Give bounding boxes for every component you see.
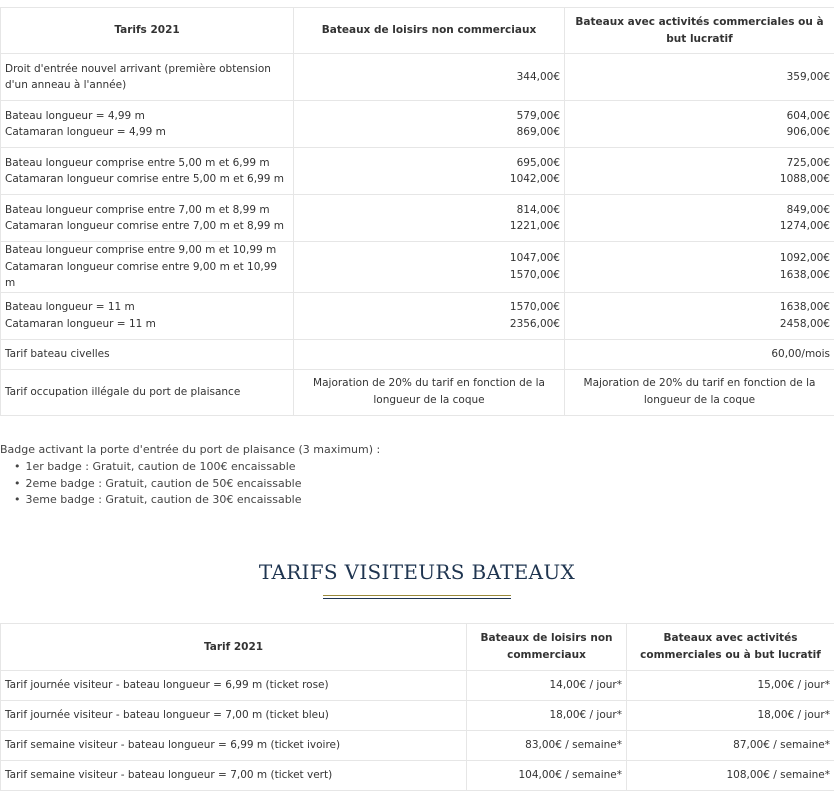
table-row	[1, 54, 834, 101]
row-label: Bateau longueur comprise entre 7,00 m et 8,99 m Catamaran longueur comrise entre 7,00 m et 8,99 m	[1, 195, 294, 242]
price-commercial: 849,00€ 1274,00€	[565, 195, 834, 242]
header-tarif: Tarif 2021	[1, 624, 467, 671]
price-loisirs: 104,00€ / semaine*	[467, 761, 627, 791]
row-label: Tarif journée visiteur - bateau longueur = 6,99 m (ticket rose)	[1, 671, 467, 701]
price-commercial: 725,00€ 1088,00€	[565, 148, 834, 195]
price-loisirs: 83,00€ / semaine*	[467, 731, 627, 761]
table-row	[1, 701, 834, 731]
row-label: Tarif bateau civelles	[1, 339, 294, 369]
section-title: TARIFS VISITEURS BATEAUX	[258, 560, 576, 584]
row-label: Bateau longueur = 11 m Catamaran longueur = 11 m	[1, 292, 294, 339]
header-tarifs: Tarifs 2021	[1, 8, 294, 54]
table-row	[1, 101, 834, 148]
price-loisirs: 14,00€ / jour*	[467, 671, 627, 701]
price-loisirs	[294, 339, 565, 369]
row-label: Tarif semaine visiteur - bateau longueur = 6,99 m (ticket ivoire)	[1, 731, 467, 761]
price-commercial: 18,00€ / jour*	[627, 701, 834, 731]
badge-info	[0, 442, 380, 509]
price-loisirs: 695,00€ 1042,00€	[294, 148, 565, 195]
price-commercial: 87,00€ / semaine*	[627, 731, 834, 761]
row-label: Droit d'entrée nouvel arrivant (première obtension d'un anneau à l'année)	[1, 54, 294, 101]
list-item: • 1er badge : Gratuit, caution de 100€ encaissable	[14, 459, 380, 476]
price-commercial: 1092,00€ 1638,00€	[565, 242, 834, 293]
price-loisirs: 1047,00€ 1570,00€	[294, 242, 565, 293]
list-item: • 3eme badge : Gratuit, caution de 30€ encaissable	[14, 492, 380, 509]
header-commerciales: Bateaux avec activités commerciales ou à but lucratif	[627, 624, 834, 671]
badge-intro: Badge activant la porte d'entrée du port de plaisance (3 maximum) :	[0, 443, 381, 456]
list-item: • 2eme badge : Gratuit, caution de 50€ encaissable	[14, 476, 380, 493]
table-row	[1, 148, 834, 195]
price-commercial: 60,00/mois	[565, 339, 834, 369]
row-label: Bateau longueur comprise entre 9,00 m et 10,99 m Catamaran longueur comrise entre 9,00 m et 10,99 m	[1, 242, 294, 293]
price-commercial: 108,00€ / semaine*	[627, 761, 834, 791]
header-loisirs: Bateaux de loisirs non commerciaux	[294, 8, 565, 54]
table-header-row	[1, 8, 834, 54]
table-row	[1, 242, 834, 293]
row-label: Bateau longueur comprise entre 5,00 m et 6,99 m Catamaran longueur comrise entre 5,00 m et 6,99 m	[1, 148, 294, 195]
price-commercial: 359,00€	[565, 54, 834, 101]
price-loisirs: 579,00€ 869,00€	[294, 101, 565, 148]
price-commercial: 604,00€ 906,00€	[565, 101, 834, 148]
header-commerciales: Bateaux avec activités commerciales ou à but lucratif	[565, 8, 834, 54]
row-label: Tarif semaine visiteur - bateau longueur = 7,00 m (ticket vert)	[1, 761, 467, 791]
row-label: Tarif occupation illégale du port de plaisance	[1, 369, 294, 415]
row-label: Tarif journée visiteur - bateau longueur = 7,00 m (ticket bleu)	[1, 701, 467, 731]
price-commercial: Majoration de 20% du tarif en fonction de la longueur de la coque	[565, 369, 834, 415]
table-row	[1, 671, 834, 701]
table-row	[1, 292, 834, 339]
visiteurs-table	[0, 623, 834, 791]
table-header-row	[1, 624, 834, 671]
price-commercial: 15,00€ / jour*	[627, 671, 834, 701]
price-loisirs: 814,00€ 1221,00€	[294, 195, 565, 242]
price-loisirs: 344,00€	[294, 54, 565, 101]
table-row	[1, 195, 834, 242]
table-row	[1, 761, 834, 791]
tarifs-2021-table	[0, 7, 834, 416]
table-row	[1, 731, 834, 761]
badge-list	[0, 459, 380, 509]
price-loisirs: 1570,00€ 2356,00€	[294, 292, 565, 339]
title-underline	[323, 595, 511, 599]
header-loisirs: Bateaux de loisirs non commerciaux	[467, 624, 627, 671]
table-row	[1, 369, 834, 415]
price-commercial: 1638,00€ 2458,00€	[565, 292, 834, 339]
price-loisirs: 18,00€ / jour*	[467, 701, 627, 731]
price-loisirs: Majoration de 20% du tarif en fonction de la longueur de la coque	[294, 369, 565, 415]
row-label: Bateau longueur = 4,99 m Catamaran longueur = 4,99 m	[1, 101, 294, 148]
table-row	[1, 339, 834, 369]
